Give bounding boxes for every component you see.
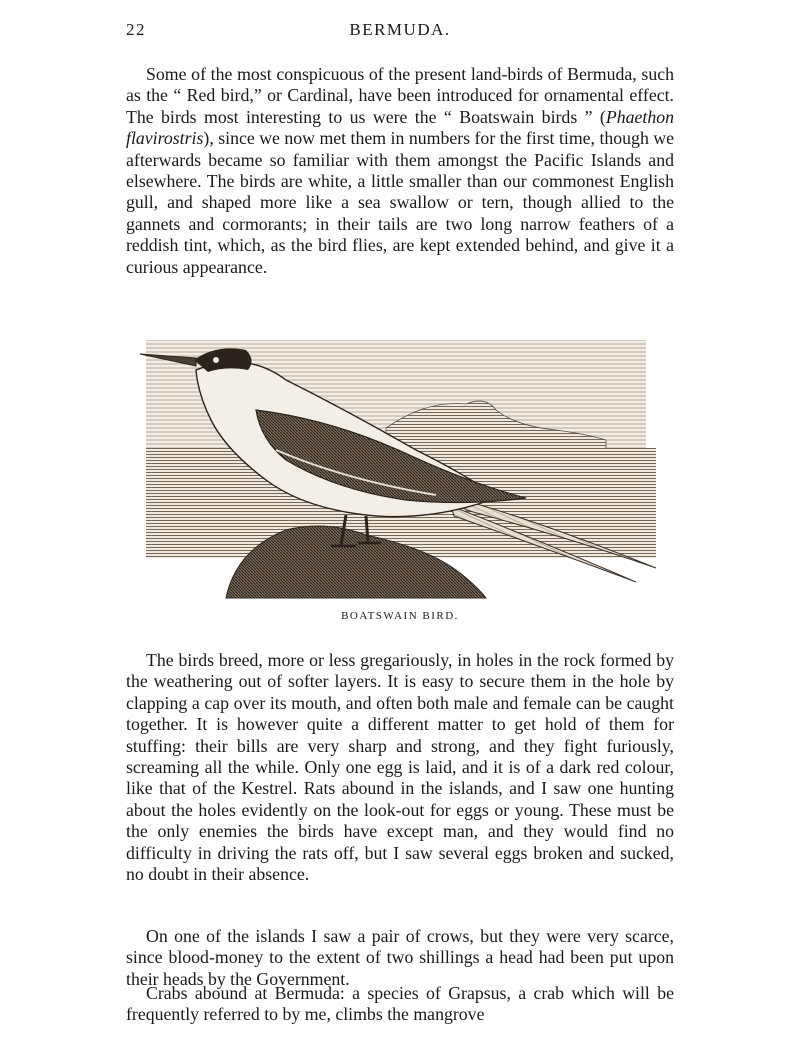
bird-eye (213, 357, 220, 364)
species-name: Phaethon flavirostris (126, 106, 674, 149)
running-header (126, 20, 674, 46)
paragraph-4: Crabs abound at Bermuda: a species of Grapsus, a crab which will be frequently referred to by me, climbs the mangrove (126, 983, 674, 1025)
paragraph-3: On one of the islands I saw a pair of crows, but they were very scarce, since blood-money to the extent of two shillings a head had been put upon their heads by the Government. (126, 926, 674, 989)
page-number: 22 (126, 20, 146, 39)
paragraph-1-text-before: Some of the most conspicuous of the present land-birds of Bermuda, such as the “ Red bird,” or Cardinal, have been introduced for ornamental effect. The birds most interesting to us were the “ Boatswain birds ” ( (126, 64, 674, 127)
boatswain-bird-engraving (136, 330, 664, 602)
figure-caption: BOATSWAIN BIRD. (341, 610, 459, 622)
paragraph-1 (126, 64, 674, 278)
paragraph-1-text-after: ), since we now met them in numbers for the first time, though we afterwards became so familiar with them amongst the Pacific Islands and elsewhere. The birds are white, a little smaller than our commonest English gull, and shaped more like a sea swallow or tern, though allied to the gannets and cormorants; in their tails are two long narrow feathers of a reddish tint, which, as the bird flies, are kept extended behind, and give it a curious appearance. (126, 128, 675, 277)
engraving-illustration (136, 330, 664, 602)
running-title: BERMUDA. (349, 20, 451, 39)
paragraph-2: The birds breed, more or less gregariously, in holes in the rock formed by the weathering out of softer layers. It is easy to secure them in the hole by clapping a cap over its mouth, and often both male and female can be caught together. It is however quite a different matter to get hold of them for stuffing: their bills are very sharp and strong, and they fight furiously, screaming all the while. Only one egg is laid, and it is of a dark red colour, like that of the Kestrel. Rats abound in the islands, and I saw one hunting about the holes evidently on the look-out for eggs or young. These must be the only enemies the birds have except man, and they would find no difficulty in driving the rats off, but I saw several eggs broken and sucked, no doubt in their absence. (126, 650, 674, 885)
